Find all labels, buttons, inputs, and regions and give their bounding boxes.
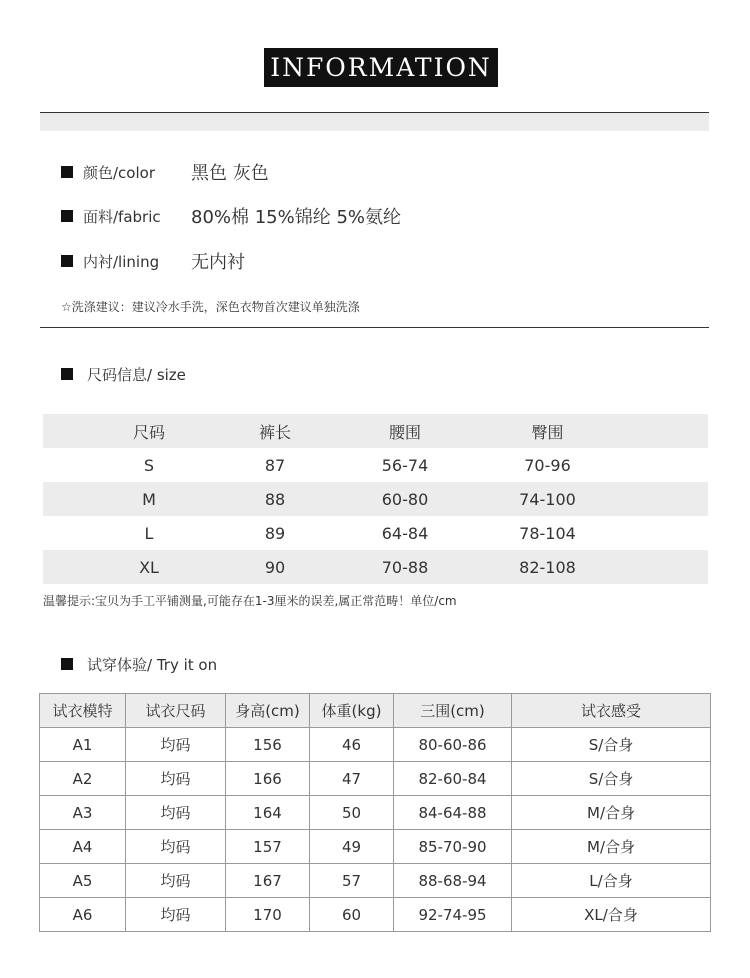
attribute-color	[61, 159, 269, 185]
table-row	[40, 728, 711, 762]
attribute-value: 80%棉 15%锦纶 5%氨纶	[191, 207, 402, 228]
table-cell: 60	[310, 898, 394, 932]
table-cell: 88-68-94	[394, 864, 512, 898]
table-cell: 均码	[126, 898, 226, 932]
divider	[40, 327, 709, 328]
page-title: INFORMATION	[264, 48, 498, 87]
table-cell: 164	[226, 796, 310, 830]
size-section-heading	[61, 363, 186, 385]
table-cell: 均码	[126, 728, 226, 762]
table-cell: 87	[264, 455, 286, 475]
table-row	[43, 516, 708, 550]
size-note: 温馨提示:宝贝为手工平铺测量,可能存在1-3厘米的误差,属正常范畴！单位/cm	[43, 594, 457, 608]
try-table-header	[40, 694, 711, 728]
table-cell: A3	[40, 796, 126, 830]
table-cell: 49	[310, 830, 394, 864]
table-cell: 170	[226, 898, 310, 932]
table-cell: L/合身	[512, 864, 711, 898]
table-cell: A6	[40, 898, 126, 932]
table-cell: 46	[310, 728, 394, 762]
table-cell: S/合身	[512, 762, 711, 796]
table-cell: A2	[40, 762, 126, 796]
attribute-label: 面料/fabric	[83, 207, 161, 226]
table-cell: M	[142, 489, 156, 509]
section-title: 试穿体验/ Try it on	[87, 655, 218, 674]
table-cell: 82-108	[519, 557, 576, 577]
table-cell: 157	[226, 830, 310, 864]
square-bullet-icon	[61, 658, 73, 670]
square-bullet-icon	[61, 368, 73, 380]
table-cell: 85-70-90	[394, 830, 512, 864]
table-cell: 166	[226, 762, 310, 796]
table-cell: 78-104	[519, 523, 576, 543]
table-row	[40, 762, 711, 796]
table-cell: S/合身	[512, 728, 711, 762]
table-cell: L	[144, 523, 154, 543]
attribute-lining	[61, 248, 245, 274]
wash-note: ☆洗涤建议：建议冷水手洗，深色衣物首次建议单独洗涤	[61, 300, 360, 314]
table-cell: A1	[40, 728, 126, 762]
column-header: 三围(cm)	[394, 694, 512, 728]
column-header: 试衣尺码	[126, 694, 226, 728]
table-cell: 47	[310, 762, 394, 796]
attribute-label: 内衬/lining	[83, 252, 160, 271]
column-header: 臀围	[531, 422, 564, 442]
table-cell: 均码	[126, 796, 226, 830]
table-cell: A4	[40, 830, 126, 864]
table-cell: 92-74-95	[394, 898, 512, 932]
table-row	[43, 550, 708, 584]
table-cell: 88	[264, 489, 286, 509]
table-row	[43, 448, 708, 482]
table-cell: 均码	[126, 830, 226, 864]
column-header: 身高(cm)	[226, 694, 310, 728]
column-header: 腰围	[388, 422, 421, 442]
table-cell: 70-88	[381, 557, 429, 577]
table-row	[40, 898, 711, 932]
table-cell: XL/合身	[512, 898, 711, 932]
table-cell: 74-100	[519, 489, 576, 509]
table-cell: 80-60-86	[394, 728, 512, 762]
column-header: 试衣感受	[512, 694, 711, 728]
attribute-fabric	[61, 203, 401, 229]
try-section-heading	[61, 653, 217, 675]
table-cell: XL	[139, 557, 159, 577]
table-cell: 56-74	[381, 455, 429, 475]
square-bullet-icon	[61, 255, 73, 267]
size-table	[43, 414, 708, 584]
table-cell: 84-64-88	[394, 796, 512, 830]
square-bullet-icon	[61, 166, 73, 178]
table-cell: 均码	[126, 762, 226, 796]
attribute-value: 无内衬	[191, 252, 245, 273]
table-row	[40, 830, 711, 864]
table-cell: 70-96	[524, 455, 571, 475]
square-bullet-icon	[61, 210, 73, 222]
table-cell: 82-60-84	[394, 762, 512, 796]
table-cell: 57	[310, 864, 394, 898]
attribute-value: 黑色 灰色	[191, 163, 269, 184]
table-cell: M/合身	[512, 796, 711, 830]
table-cell: M/合身	[512, 830, 711, 864]
try-on-table	[39, 693, 711, 932]
table-cell: 均码	[126, 864, 226, 898]
column-header: 裤长	[258, 422, 291, 442]
gray-band	[40, 113, 709, 131]
table-cell: 50	[310, 796, 394, 830]
column-header: 体重(kg)	[310, 694, 394, 728]
table-cell: 156	[226, 728, 310, 762]
attribute-label: 颜色/color	[83, 163, 155, 182]
table-cell: S	[143, 455, 155, 475]
table-cell: 167	[226, 864, 310, 898]
table-cell: 60-80	[381, 489, 429, 509]
size-table-header	[43, 414, 708, 448]
table-row	[40, 796, 711, 830]
table-cell: A5	[40, 864, 126, 898]
table-cell: 90	[264, 557, 286, 577]
table-row	[43, 482, 708, 516]
column-header: 尺码	[132, 422, 165, 442]
column-header: 试衣模特	[40, 694, 126, 728]
table-row	[40, 864, 711, 898]
section-title: 尺码信息/ size	[87, 365, 186, 384]
table-cell: 89	[264, 523, 286, 543]
table-cell: 64-84	[381, 523, 429, 543]
